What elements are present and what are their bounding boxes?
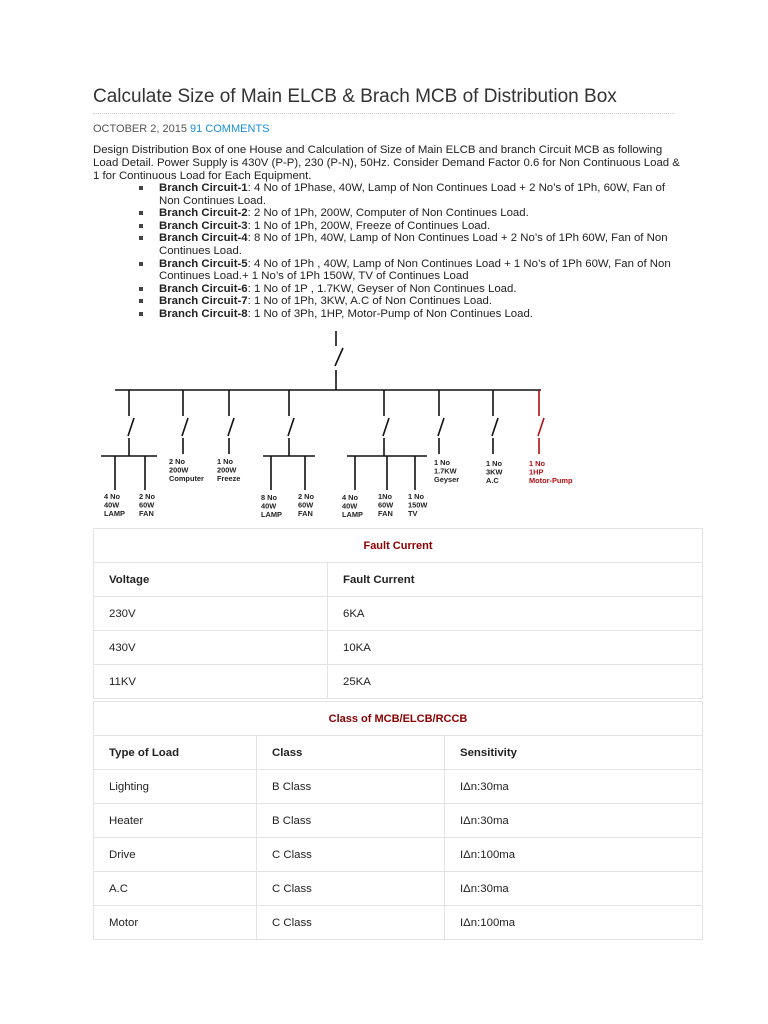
bullet-icon xyxy=(139,236,143,240)
table-cell: 6KA xyxy=(328,597,703,631)
circuit-label: Branch Circuit-8 xyxy=(159,307,248,320)
circuit-label: Branch Circuit-6 xyxy=(159,282,248,295)
table-cell: IΔn:100ma xyxy=(445,906,703,940)
table-cell: Lighting xyxy=(94,770,257,804)
list-item xyxy=(93,308,683,321)
circuit-text: : 2 No of 1Ph, 200W, Computer of Non Continues Load. xyxy=(247,207,529,220)
bullet-icon xyxy=(139,186,143,190)
circuit-text: : 1 No of 3Ph, 1HP, Motor-Pump of Non Continues Load. xyxy=(247,307,533,320)
table-cell: IΔn:30ma xyxy=(445,770,703,804)
bullet-icon xyxy=(139,262,143,266)
bullet-icon xyxy=(139,211,143,215)
table-row xyxy=(94,631,703,665)
list-item xyxy=(93,207,683,220)
label-c6: 1 No 1.7KW Geyser xyxy=(434,458,460,485)
comments-link[interactable]: 91 COMMENTS xyxy=(190,123,270,135)
table-row xyxy=(94,804,703,838)
table-row xyxy=(94,872,703,906)
bullet-icon xyxy=(139,299,143,303)
table-cell: Drive xyxy=(94,838,257,872)
label-c1b: 2 No 60W FAN xyxy=(139,492,156,519)
circuit-label: Branch Circuit-2 xyxy=(159,207,248,220)
table-header-row xyxy=(94,563,703,597)
table-cell: 230V xyxy=(94,597,328,631)
circuit-text: : 1 No of 1P , 1.7KW, Geyser of Non Continues Load. xyxy=(247,282,517,295)
branch-circuit-list xyxy=(93,182,683,321)
circuit-text: : 1 No of 1Ph, 3KW, A.C of Non Continues Load. xyxy=(247,295,493,308)
column-header: Class xyxy=(257,736,445,770)
bullet-icon xyxy=(139,287,143,291)
list-item xyxy=(93,295,683,308)
diagram-wiring xyxy=(101,331,541,490)
table-cell: Motor xyxy=(94,906,257,940)
label-c5a: 4 No 40W LAMP xyxy=(342,493,363,520)
column-header: Sensitivity xyxy=(445,736,703,770)
list-item xyxy=(93,182,683,207)
article-title: Calculate Size of Main ELCB & Brach MCB of Distribution Box xyxy=(93,86,617,107)
column-header: Voltage xyxy=(94,563,328,597)
table-header-row xyxy=(94,736,703,770)
table-row xyxy=(94,597,703,631)
label-c1a: 4 No 40W LAMP xyxy=(104,492,125,519)
table-cell: 10KA xyxy=(328,631,703,665)
label-c4a: 8 No 40W LAMP xyxy=(261,493,282,520)
table-row xyxy=(94,770,703,804)
circuit-label: Branch Circuit-3 xyxy=(159,219,248,232)
circuit-label: Branch Circuit-7 xyxy=(159,295,248,308)
post-meta xyxy=(93,123,269,135)
table-cell: IΔn:100ma xyxy=(445,838,703,872)
table-caption-row xyxy=(94,702,703,736)
list-item xyxy=(93,258,683,283)
label-c3: 1 No 200W Freeze xyxy=(217,457,241,484)
table-cell: C Class xyxy=(257,872,445,906)
table-cell: C Class xyxy=(257,838,445,872)
label-c2: 2 No 200W Computer xyxy=(169,457,204,484)
table-cell: B Class xyxy=(257,804,445,838)
table-cell: IΔn:30ma xyxy=(445,872,703,906)
column-header: Fault Current xyxy=(328,563,703,597)
table-row xyxy=(94,906,703,940)
circuit-text: : 4 No of 1Ph , 40W, Lamp of Non Continues Load + 1 No’s of 1Ph 60W, Fan of Non Continues Load.+ 1 No’s of 1Ph 150W, TV of Continues Load xyxy=(159,257,671,283)
table-cell: 25KA xyxy=(328,665,703,699)
table-caption: Class of MCB/ELCB/RCCB xyxy=(94,702,703,736)
table-row xyxy=(94,665,703,699)
table-cell: 11KV xyxy=(94,665,328,699)
table-cell: Heater xyxy=(94,804,257,838)
list-item xyxy=(93,232,683,257)
table-cell: C Class xyxy=(257,906,445,940)
breaker-class-table xyxy=(93,701,703,940)
table-caption: Fault Current xyxy=(94,529,703,563)
table-caption-row xyxy=(94,529,703,563)
circuit-text: : 8 No of 1Ph, 40W, Lamp of Non Continues Load + 2 No’s of 1Ph 60W, Fan of Non Continues Load. xyxy=(159,232,668,257)
motor-pump-branch xyxy=(538,390,544,454)
list-item xyxy=(93,220,683,233)
bullet-icon xyxy=(139,224,143,228)
table-row xyxy=(94,838,703,872)
label-c8: 1 No 1HP Motor-Pump xyxy=(529,459,573,486)
title-divider xyxy=(93,113,675,114)
table-cell: IΔn:30ma xyxy=(445,804,703,838)
label-c7: 1 No 3KW A.C xyxy=(486,459,503,486)
list-item xyxy=(93,283,683,296)
label-c4b: 2 No 60W FAN xyxy=(298,492,315,519)
column-header: Type of Load xyxy=(94,736,257,770)
table-cell: B Class xyxy=(257,770,445,804)
circuit-label: Branch Circuit-5 xyxy=(159,257,248,270)
table-cell: A.C xyxy=(94,872,257,906)
label-c5c: 1 No 150W TV xyxy=(408,492,428,519)
intro-paragraph: Design Distribution Box of one House and Calculation of Size of Main ELCB and branch Circuit MCB as following Load Detail. Power Supply is 430V (P-P), 230 (P-N), 50Hz. Consider Demand Factor 0.6 for Non Continuous Load & 1 for Continuous Load for Each Equipment. xyxy=(93,144,680,182)
bullet-icon xyxy=(139,312,143,316)
table-cell: 430V xyxy=(94,631,328,665)
fault-current-table xyxy=(93,528,703,699)
circuit-label: Branch Circuit-4 xyxy=(159,232,248,245)
distribution-box-diagram xyxy=(93,326,593,526)
label-c5b: 1No 60W FAN xyxy=(378,492,394,519)
circuit-text: : 1 No of 1Ph, 200W, Freeze of Continues Load. xyxy=(247,219,491,232)
circuit-label: Branch Circuit-1 xyxy=(159,182,248,194)
circuit-text: : 4 No of 1Phase, 40W, Lamp of Non Continues Load + 2 No’s of 1Ph, 60W, Fan of Non Continues Load. xyxy=(159,182,666,207)
post-date: OCTOBER 2, 2015 xyxy=(93,123,187,135)
